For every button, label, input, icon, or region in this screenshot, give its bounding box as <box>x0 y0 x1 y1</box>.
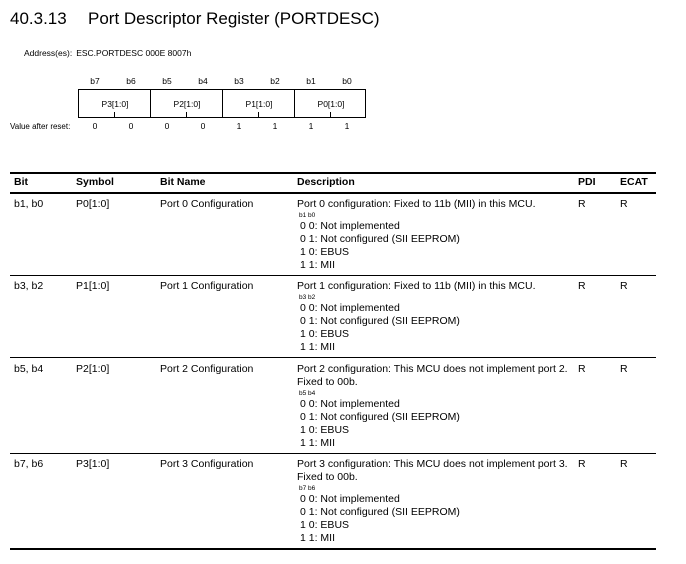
row-pdi: R <box>578 280 586 292</box>
row-ecat: R <box>620 198 628 210</box>
section-title: Port Descriptor Register (PORTDESC) <box>88 9 380 28</box>
reset-label: Value after reset: <box>10 122 71 131</box>
description-text: Port 0 configuration: Fixed to 11b (MII) in this MCU. <box>297 198 536 210</box>
address-line <box>24 48 191 58</box>
row-symbol: P0[1:0] <box>76 198 110 210</box>
option-item: 0 0: Not implemented <box>300 302 400 314</box>
header-bit: Bit <box>14 176 28 188</box>
row-bit-name: Port 3 Configuration <box>160 458 254 470</box>
row-pdi: R <box>578 363 586 375</box>
bit-tick <box>186 112 187 117</box>
bit-header: b5 <box>162 76 172 86</box>
bit-header: b1 <box>306 76 316 86</box>
row-divider <box>10 453 656 454</box>
reset-value: 1 <box>272 121 278 131</box>
section-number: 40.3.13 <box>10 9 67 28</box>
option-item: 1 0: EBUS <box>300 328 350 340</box>
row-description <box>297 280 569 354</box>
option-item: 1 0: EBUS <box>300 246 350 258</box>
section-heading <box>10 9 380 29</box>
option-item: 1 1: MII <box>300 259 336 271</box>
row-bit-name: Port 1 Configuration <box>160 280 254 292</box>
row-ecat: R <box>620 458 628 470</box>
header-symbol: Symbol <box>76 176 114 188</box>
table-top-rule <box>10 172 656 174</box>
bit-header: b7 <box>90 76 100 86</box>
bit-tick <box>330 112 331 117</box>
row-pdi: R <box>578 198 586 210</box>
bit-tick <box>258 112 259 117</box>
table-bottom-rule <box>10 548 656 550</box>
row-symbol: P1[1:0] <box>76 280 110 292</box>
row-ecat: R <box>620 363 628 375</box>
row-bit-name: Port 2 Configuration <box>160 363 254 375</box>
header-description: Description <box>297 176 355 188</box>
row-bit-name: Port 0 Configuration <box>160 198 254 210</box>
address-label: Address(es): <box>24 48 73 58</box>
bit-header: b0 <box>342 76 352 86</box>
field-divider <box>222 90 223 117</box>
option-item: 0 1: Not configured (SII EEPROM) <box>300 233 460 245</box>
option-bits-header: b3 b2 <box>299 294 316 301</box>
bit-header: b6 <box>126 76 136 86</box>
bit-header: b2 <box>270 76 280 86</box>
row-divider <box>10 275 656 276</box>
row-bit: b1, b0 <box>14 198 44 210</box>
reset-value: 0 <box>92 121 98 131</box>
row-pdi: R <box>578 458 586 470</box>
row-description <box>297 363 569 450</box>
field-divider <box>294 90 295 117</box>
option-item: 1 1: MII <box>300 341 336 353</box>
option-item: 0 0: Not implemented <box>300 220 400 232</box>
row-symbol: P2[1:0] <box>76 363 110 375</box>
reset-value: 0 <box>128 121 134 131</box>
register-field-p1: P1[1:0] <box>245 98 273 109</box>
table-header-rule <box>10 192 656 194</box>
row-description <box>297 198 569 272</box>
register-field-p3: P3[1:0] <box>101 98 129 109</box>
header-pdi: PDI <box>578 176 596 188</box>
row-bit: b5, b4 <box>14 363 44 375</box>
header-bit-name: Bit Name <box>160 176 206 188</box>
option-item: 1 0: EBUS <box>300 424 350 436</box>
register-field-p2: P2[1:0] <box>173 98 201 109</box>
register-field-p0: P0[1:0] <box>317 98 345 109</box>
option-bits-header: b5 b4 <box>299 390 316 397</box>
row-description <box>297 458 569 545</box>
option-item: 0 0: Not implemented <box>300 398 400 410</box>
bit-tick <box>114 112 115 117</box>
bit-header: b4 <box>198 76 208 86</box>
option-item: 0 1: Not configured (SII EEPROM) <box>300 315 460 327</box>
option-bits-header: b7 b6 <box>299 485 316 492</box>
description-text: Port 2 configuration: This MCU does not implement port 2. Fixed to 00b. <box>297 363 568 388</box>
option-item: 0 1: Not configured (SII EEPROM) <box>300 411 460 423</box>
option-bits-header: b1 b0 <box>299 212 316 219</box>
option-item: 1 1: MII <box>300 532 336 544</box>
register-diagram <box>78 89 366 118</box>
row-divider <box>10 357 656 358</box>
address-value: ESC.PORTDESC 000E 8007h <box>76 48 192 58</box>
reset-value: 1 <box>236 121 242 131</box>
header-ecat: ECAT <box>620 176 648 188</box>
description-text: Port 3 configuration: This MCU does not implement port 3. Fixed to 00b. <box>297 458 568 483</box>
bit-header: b3 <box>234 76 244 86</box>
option-item: 0 0: Not implemented <box>300 493 400 505</box>
reset-value: 0 <box>200 121 206 131</box>
field-divider <box>150 90 151 117</box>
option-item: 1 0: EBUS <box>300 519 350 531</box>
row-bit: b3, b2 <box>14 280 44 292</box>
reset-value: 0 <box>164 121 170 131</box>
option-item: 1 1: MII <box>300 437 336 449</box>
row-symbol: P3[1:0] <box>76 458 110 470</box>
option-item: 0 1: Not configured (SII EEPROM) <box>300 506 460 518</box>
reset-value: 1 <box>308 121 314 131</box>
reset-value: 1 <box>344 121 350 131</box>
row-bit: b7, b6 <box>14 458 44 470</box>
row-ecat: R <box>620 280 628 292</box>
description-text: Port 1 configuration: Fixed to 11b (MII) in this MCU. <box>297 280 536 292</box>
